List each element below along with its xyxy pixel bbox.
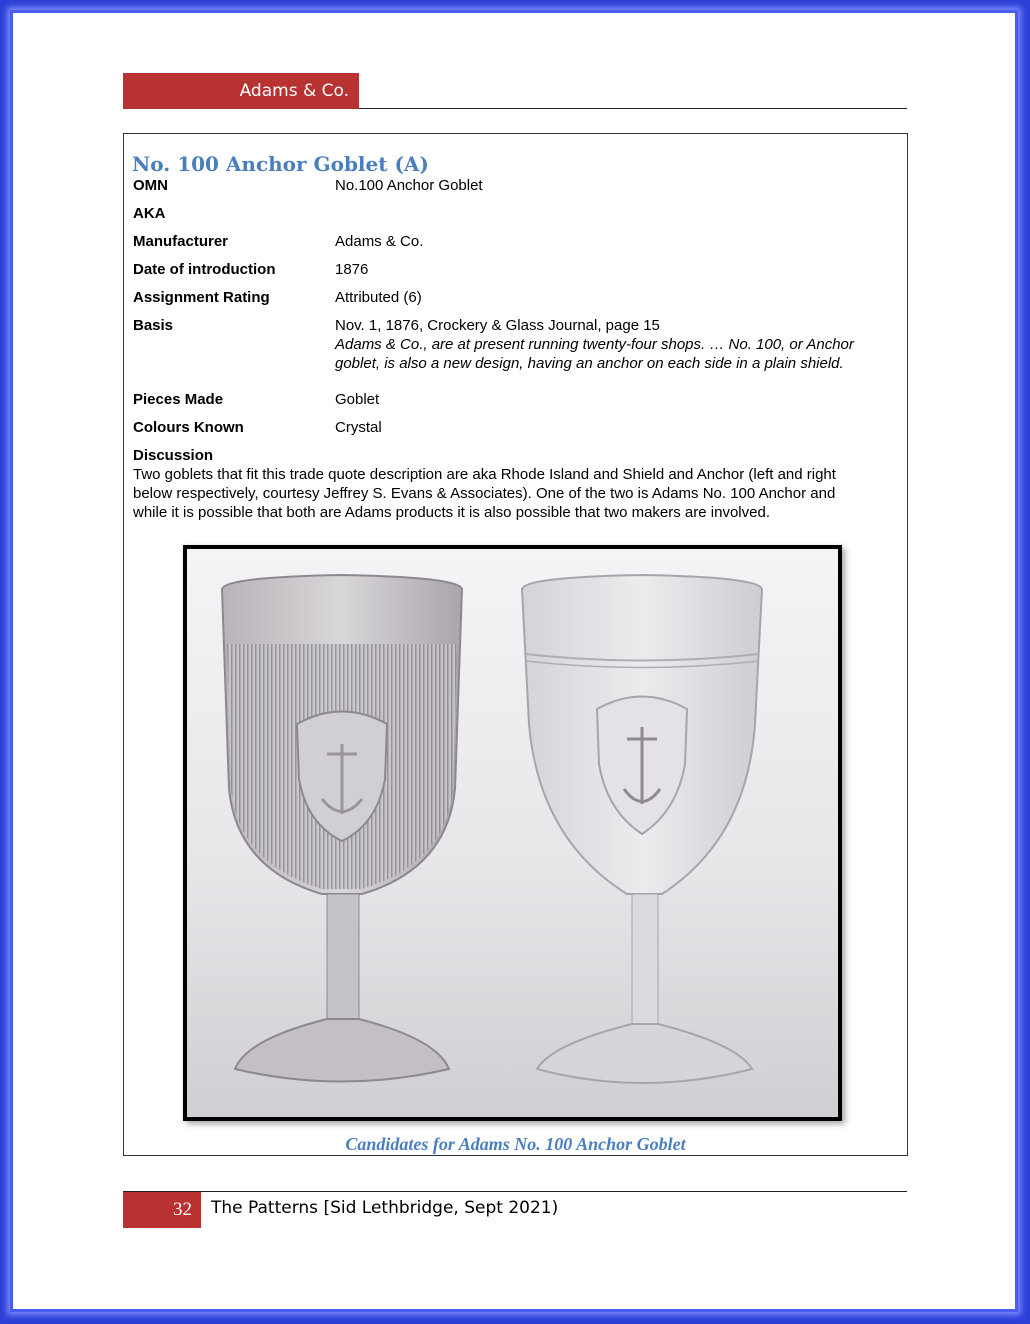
page-number-box [123, 1192, 201, 1228]
entry-title: No. 100 Anchor Goblet (A) [132, 152, 429, 176]
section-header-tab [123, 73, 359, 109]
page-number: 32 [173, 1199, 192, 1220]
discussion-label: Discussion [133, 447, 214, 464]
rating-value: Attributed (6) [335, 289, 422, 306]
goblets-photo [183, 545, 842, 1121]
basis-label: Basis [133, 317, 174, 334]
discussion-text: Two goblets that fit this trade quote description are aka Rhode Island and Shield and Anchor (left and right below respectively, courtesy Jeffrey S. Evans & Associates). One of the two is Adams No. 100 Anchor and while it is possible that both are Adams products it is also possible that two makers are involved. [133, 466, 836, 521]
footer-text: The Patterns [Sid Lethbridge, Sept 2021) [211, 1198, 559, 1218]
basis-value [335, 316, 860, 373]
pieces-label: Pieces Made [133, 391, 224, 408]
colours-label: Colours Known [133, 419, 244, 436]
photo-caption: Candidates for Adams No. 100 Anchor Goblet [345, 1134, 686, 1154]
omn-value: No.100 Anchor Goblet [335, 177, 483, 194]
omn-label: OMN [133, 177, 168, 194]
date-value: 1876 [335, 261, 369, 278]
footer-rule [123, 1191, 907, 1192]
basis-source: Nov. 1, 1876, Crockery & Glass Journal, page 15 [335, 317, 660, 334]
basis-quote: Adams & Co., are at present running twenty-four shops. … No. 100, or Anchor goblet, is also a new design, having an anchor on each side in a plain shield. [335, 336, 854, 372]
manufacturer-value: Adams & Co. [335, 233, 424, 250]
colours-value: Crystal [335, 419, 382, 436]
rating-label: Assignment Rating [133, 289, 270, 306]
pieces-value: Goblet [335, 391, 380, 408]
left-goblet [222, 575, 462, 1082]
header-rule [359, 108, 907, 109]
date-label: Date of introduction [133, 261, 276, 278]
goblets-illustration [187, 549, 838, 1117]
right-goblet [522, 575, 762, 1083]
manufacturer-label: Manufacturer [133, 233, 229, 250]
section-header-label: Adams & Co. [239, 81, 349, 101]
aka-label: AKA [133, 205, 166, 222]
